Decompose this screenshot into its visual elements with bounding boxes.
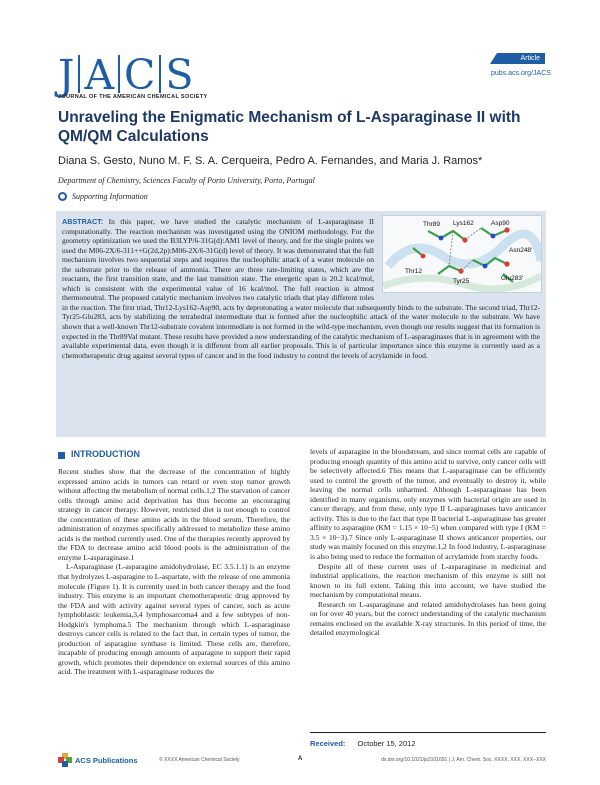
logo-letter: S	[165, 51, 194, 99]
article-type-badge: Article	[497, 53, 545, 64]
doi-citation[interactable]: dx.doi.org/10.1021/ja3101651 | J. Am. Chem. Soc. XXXX, XXX, XXX−XXX	[381, 757, 546, 763]
journal-name: JOURNAL OF THE AMERICAN CHEMICAL SOCIETY	[58, 94, 208, 100]
toc-label: Asp90	[491, 220, 510, 227]
section-heading-label: INTRODUCTION	[71, 449, 140, 460]
section-heading	[58, 448, 290, 462]
affiliation: Department of Chemistry, Sciences Faculty of Porto University, Porto, Portugal	[58, 176, 315, 185]
abstract-text	[62, 217, 540, 360]
logo-letter: C	[124, 51, 156, 99]
received-date	[310, 732, 546, 748]
page-footer	[58, 753, 546, 767]
active-site-structure-image	[383, 216, 541, 292]
toc-label: Thr89	[423, 221, 440, 228]
received-value: October 15, 2012	[357, 739, 416, 748]
section-square-icon	[58, 452, 65, 459]
toc-label: Tyr25	[453, 278, 470, 285]
supporting-info-icon	[58, 192, 67, 201]
acs-publications-logo	[58, 753, 138, 767]
toc-graphic	[382, 215, 542, 293]
paragraph: Research on L-asparaginase and related amidohydrolases has been going on for over 40 years, but the correct understanding of the catalytic mechanism remains enclosed on the available X-ray structures. In this period of time, the detailed enzymological	[310, 599, 546, 638]
logo-letter: J	[58, 51, 75, 99]
copyright: © XXXX American Chemical Society	[159, 757, 240, 763]
abstract-body: In this paper, we have studied the catalytic mechanism of L-asparaginase II computationally. The reaction mechanism was investigated using the ONIOM methodology. For the geometry optimization we used the B3LYP/6-31G(d):AM1 level of theory, and for the single points we used the M06-2X/6-311++G(2d,2p):M06-2X/6-31G(d) level of theory. It was demonstrated that the full mechanism involves two sequential steps and requires the nucleophilic attack of a water molecule on the substrate prior to the release of ammonia. There are three rate-limiting states, which are the reactants, the first transition state, and the last transition state. The energetic span is 20.2 kcal/mol, which is consistent with the experimental value of 16 kcal/mol. The full reaction is almost thermoneutral. The proposed catalytic mechanism involves two catalytic triads that play different roles in the reaction. The first triad, Thr12-Lys162-Asp90, acts by deprotonating a water molecule that subsequently binds to the substrate. The second triad, Thr12-Tyr25-Glu283, acts by stabilizing the tetrahedral intermediate that is formed after the nucleophilic attack of the water molecule to the substrate. We have shown that a well-known Thr12-substrate covalent intermediate is not formed in the wild-type mechanism, even though our results suggest that its formation is expected in the Thr89Val mutant. These results have provided a new understanding of the catalytic mechanism of L-asparaginases that is in agreement with the available experimental data, even though it is different from all earlier proposals. This is of particular importance since this enzyme is currently used as a chemotherapeutic drug against several types of cancer and in the food industry to control the levels of acrylamide in food.	[62, 217, 540, 360]
article-title: Unraveling the Enigmatic Mechanism of L-Asparaginase II with QM/QM Calculations	[58, 109, 521, 145]
left-column	[58, 448, 290, 677]
toc-label: Thr12	[405, 268, 422, 275]
page-number: A	[298, 756, 303, 762]
paragraph: Recent studies show that the decrease of the concentration of highly expressed amino acids in tumors can retard or even stop tumor growth without affecting the metabolism of normal cells.1,2 The starvation of cancer cells through amino acid deprivation has thus become an encouraging strategy in cancer therapy. However, restricted diet is not enough to control the concentration of these amino acids in the blood serum. Therefore, the administration of enzymes specifically addressed to metabolize these amino acids is the method currently used. One of the therapies recently approved by the FDA to decrease amino acid blood pools is the administration of the enzyme L-asparaginase.1	[58, 467, 290, 562]
supporting-info-link[interactable]	[58, 192, 148, 201]
acs-icon	[58, 753, 72, 767]
logo-letter: A	[84, 51, 115, 99]
toc-label: Asn248'	[509, 247, 533, 254]
journal-url-link[interactable]: pubs.acs.org/JACS	[491, 70, 551, 77]
right-column	[310, 447, 546, 638]
abstract-box	[56, 211, 546, 437]
publisher-name: ACS Publications	[75, 755, 138, 765]
toc-label: Glu283'	[501, 275, 524, 282]
received-label: Received:	[310, 739, 346, 748]
author-list: Diana S. Gesto, Nuno M. F. S. A. Cerqueira, Pedro A. Fernandes, and Maria J. Ramos*	[58, 155, 483, 167]
paragraph: levels of asparagine in the bloodstream, and since normal cells are capable of producing enough quantity of this amino acid to survive, only cancer cells will be selectively affected.6 This means that L-asparaginase can be efficiently used to control the growth of the tumor, and eventually to destroy it, while leaving the normal cells unharmed. Although L-asparaginase has been identified in many organisms, only enzymes with bacterial origin are used in cancer therapy, and from these, only type II L-asparaginases have anticancer activity. This is due to the fact that type II bacterial L-asparaginase has greater affinity to asparagine (KM = 1.15 × 10−5) when compared with type I (KM = 3.5 × 10−3).7 Since only L-asparaginase II shows anticancer properties, our study was mainly focused on this enzyme.1,2 In food industry, L-asparaginase is also being used to reduce the formation of acrylamide from starchy foods.	[310, 447, 546, 562]
toc-label: Lys162	[453, 220, 474, 227]
abstract-label: ABSTRACT:	[62, 217, 104, 226]
paragraph: L-Asparaginase (L-asparagine amidohydrolase, EC 3.5.1.1) is an enzyme that hydrolyzes L-asparagine to L-aspartate, with the release of one ammonia molecule (Figure 1). It is currently used in both cancer therapy and the food industry. This enzyme is an important chemotherapeutic drug approved by the FDA and with activity against several types of cancer, such as acute lymphoblastic leukemia,3,4 lymphosarcoma4 and a few subtypes of non-Hodgkin's lymphoma.5 The mechanism through which L-asparaginase destroys cancer cells is related to the fact that, in certain types of tumor, the production of asparagine synthase is limited. These cells are, therefore, incapable of producing enough amounts of asparagine to support their rapid growth, which promotes their dependence on external sources of this amino acid. The treatment with L-asparaginase reduces the	[58, 562, 290, 677]
supporting-info-label: Supporting Information	[72, 192, 148, 201]
paragraph: Despite all of these current uses of L-asparaginase in medicinal and industrial applications, the reaction mechanism of this enzyme is still not known to its full extent. Taking this into account, we have studied the mechanism by computational means.	[310, 561, 546, 600]
